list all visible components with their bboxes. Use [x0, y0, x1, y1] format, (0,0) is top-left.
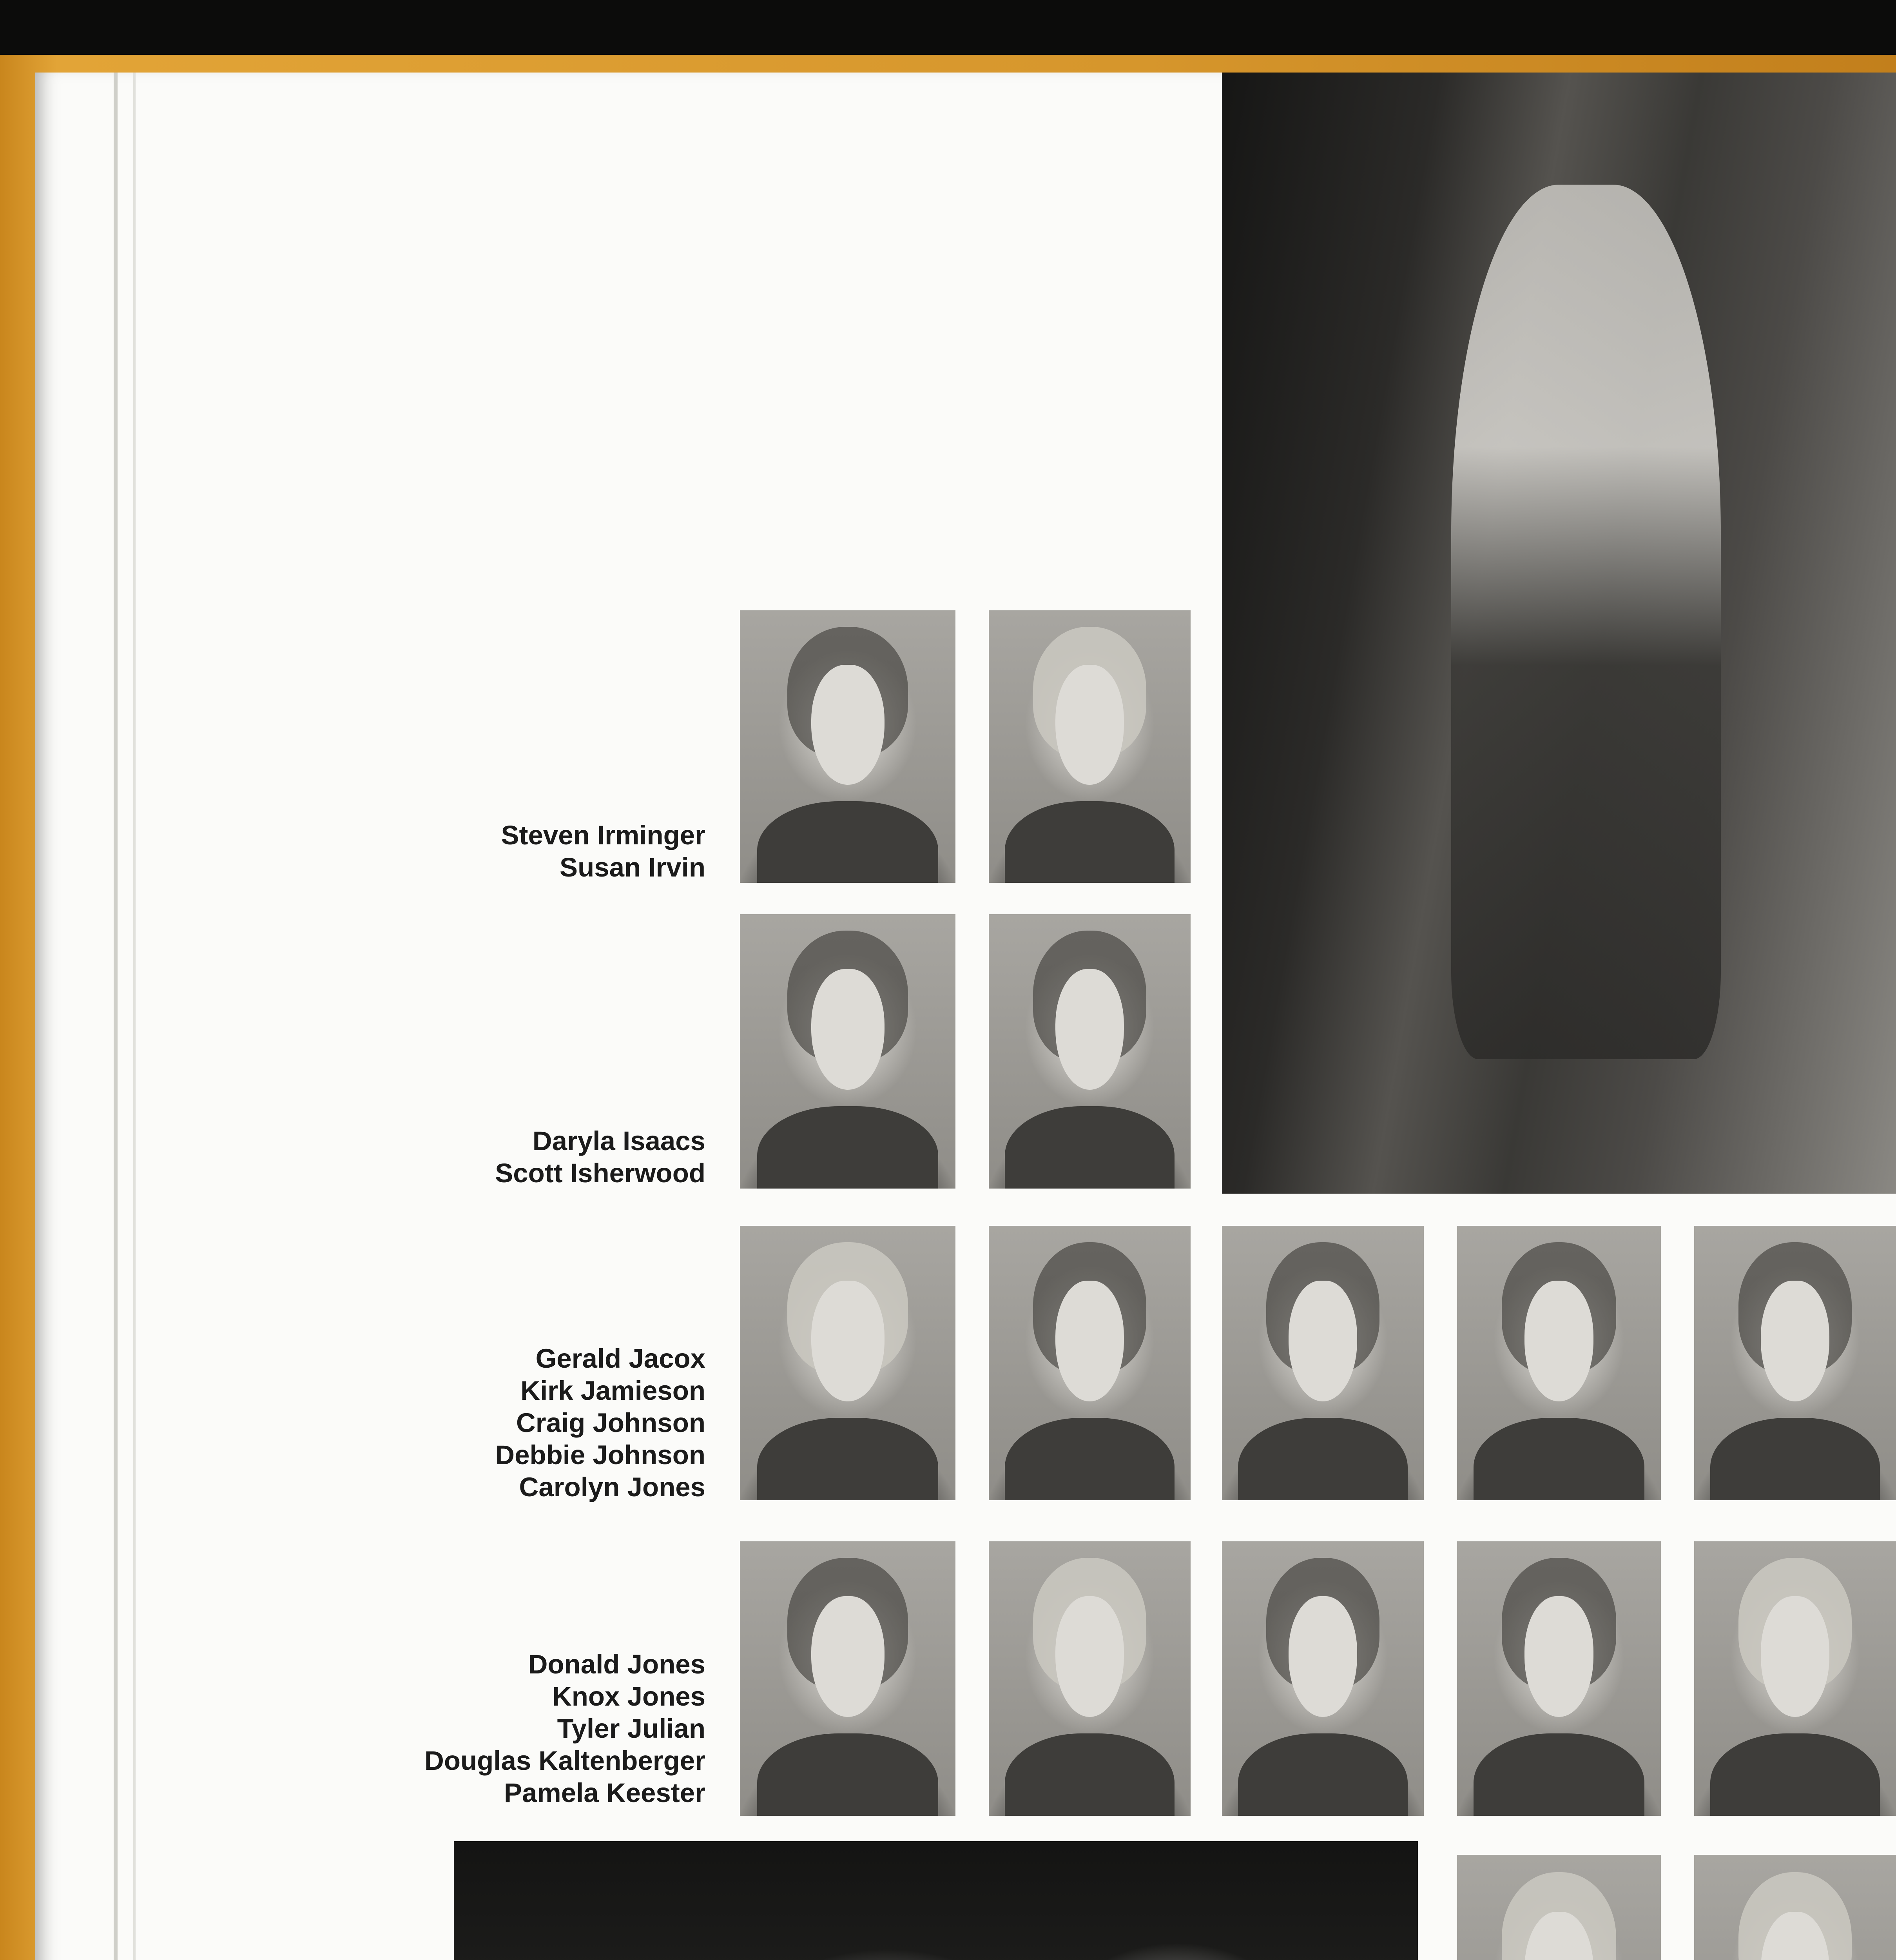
portrait-mark-kennedy [1694, 1855, 1896, 1960]
portrait-tyler-julian [1222, 1541, 1424, 1816]
portrait-carolyn-jones [1694, 1226, 1896, 1500]
name-line: Steven Irminger [501, 820, 705, 850]
portrait-patricia-keester [1457, 1855, 1661, 1960]
portrait-gerald-jacox [740, 1226, 955, 1500]
portrait-debbie-johnson [1457, 1226, 1661, 1500]
name-line: Susan Irvin [560, 852, 705, 882]
name-list-group-3 [495, 1343, 705, 1503]
name-line: Craig Johnson [516, 1408, 705, 1438]
page-gutter-line [114, 73, 118, 1960]
name-line: Kirk Jamieson [520, 1376, 705, 1406]
name-line: Tyler Julian [557, 1713, 705, 1744]
name-line: Gerald Jacox [535, 1343, 705, 1374]
portrait-knox-jones [989, 1541, 1191, 1816]
name-list-group-1 [501, 819, 705, 884]
portrait-douglas-kaltenberger [1457, 1541, 1661, 1816]
name-line: Pamela Keester [504, 1778, 705, 1808]
name-list-group-4 [424, 1648, 705, 1809]
name-line: Douglas Kaltenberger [424, 1746, 705, 1776]
portrait-pamela-keester [1694, 1541, 1896, 1816]
portrait-scott-isherwood [989, 914, 1191, 1189]
candid-figure [1451, 185, 1721, 1059]
name-line: Donald Jones [528, 1649, 705, 1679]
portrait-craig-johnson [1222, 1226, 1424, 1500]
portrait-kirk-jamieson [989, 1226, 1191, 1500]
candid-photo-hallway [1222, 73, 1896, 1194]
portrait-daryla-isaacs [740, 914, 955, 1189]
portrait-donald-jones [740, 1541, 955, 1816]
page-gutter-line-inner [133, 73, 136, 1960]
candid-photo-crowd [454, 1841, 1418, 1960]
name-line: Debbie Johnson [495, 1440, 705, 1470]
name-line: Scott Isherwood [495, 1158, 705, 1188]
name-line: Knox Jones [552, 1681, 705, 1711]
name-list-group-2 [495, 1125, 705, 1189]
name-line: Daryla Isaacs [532, 1126, 705, 1156]
portrait-susan-irvin [989, 610, 1191, 883]
top-band [0, 0, 1896, 55]
portrait-steven-irminger [740, 610, 955, 883]
name-line: Carolyn Jones [519, 1472, 705, 1502]
